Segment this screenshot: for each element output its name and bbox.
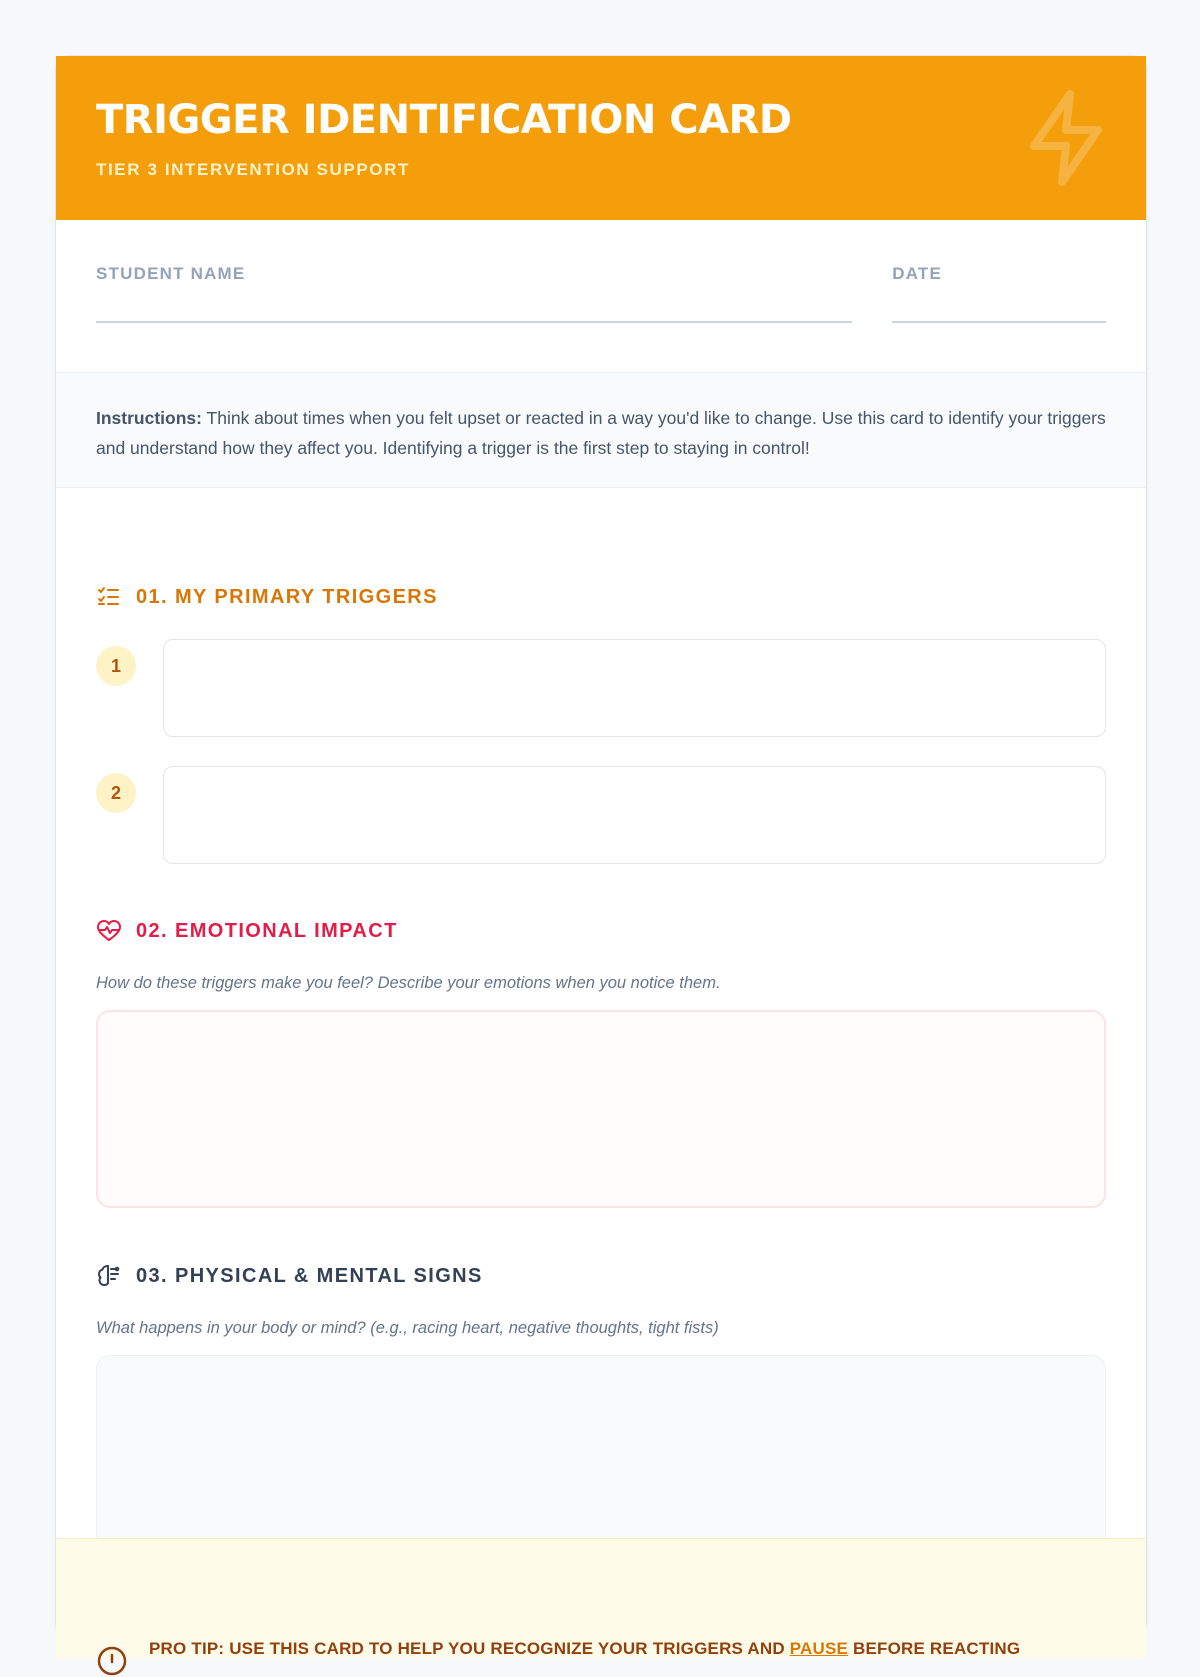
card-subtitle: TIER 3 INTERVENTION SUPPORT	[96, 160, 410, 179]
brain-icon	[96, 1263, 122, 1289]
date-label: DATE	[892, 264, 943, 283]
card-header	[56, 56, 1146, 220]
physical-signs-input[interactable]	[96, 1355, 1106, 1554]
tip-text-before: PRO TIP: USE THIS CARD TO HELP YOU RECOGNIZE YOUR TRIGGERS AND	[149, 1639, 790, 1658]
trigger-row	[96, 766, 1106, 864]
trigger-input-1[interactable]	[163, 639, 1106, 737]
emotional-prompt: How do these triggers make you feel? Describe your emotions when you notice them.	[96, 974, 721, 992]
lightning-bolt-icon	[1018, 86, 1114, 190]
trigger-card	[56, 56, 1146, 1658]
section-title-text: 03. PHYSICAL & MENTAL SIGNS	[136, 1264, 483, 1287]
date-input[interactable]	[892, 321, 1106, 323]
heart-pulse-icon	[96, 918, 122, 944]
trigger-input-2[interactable]	[163, 766, 1106, 864]
student-name-input[interactable]	[96, 321, 852, 323]
checklist-icon	[96, 584, 122, 610]
emotional-impact-input[interactable]	[96, 1010, 1106, 1208]
tip-highlight: PAUSE	[789, 1639, 849, 1658]
student-name-field	[96, 264, 852, 372]
trigger-number-badge: 1	[96, 646, 136, 686]
pro-tip-banner	[56, 1538, 1146, 1658]
physical-prompt: What happens in your body or mind? (e.g., racing heart, negative thoughts, tight fists)	[96, 1319, 719, 1337]
student-name-label: STUDENT NAME	[96, 264, 246, 283]
student-info-fields	[56, 220, 1146, 373]
instructions-text: Think about times when you felt upset or reacted in a way you'd like to change. Use this card to identify your triggers and understand how they affect you. Identifying a trigger is the first step to staying in control!	[96, 408, 1106, 458]
instructions-block	[56, 373, 1146, 488]
pro-tip-text	[149, 1639, 1020, 1659]
trigger-row	[96, 639, 1106, 737]
section-title-physical	[96, 1263, 483, 1289]
section-title-emotional	[96, 918, 398, 944]
info-icon	[96, 1645, 128, 1677]
section-title-triggers	[96, 584, 438, 610]
section-title-text: 01. MY PRIMARY TRIGGERS	[136, 585, 438, 608]
trigger-number-badge: 2	[96, 773, 136, 813]
date-field	[892, 264, 1106, 372]
card-title: TRIGGER IDENTIFICATION CARD	[96, 97, 792, 143]
tip-text-after: BEFORE REACTING	[848, 1639, 1021, 1658]
instructions-label: Instructions:	[96, 408, 202, 428]
section-title-text: 02. EMOTIONAL IMPACT	[136, 919, 398, 942]
